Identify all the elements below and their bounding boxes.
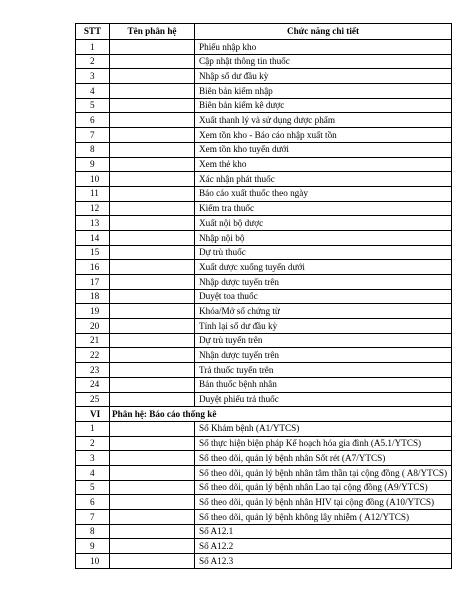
row-module [110,260,195,275]
row-stt: 4 [76,84,110,99]
header-stt: STT [76,24,110,40]
table-row [76,333,452,348]
section-title: Phân hệ: Báo cáo thống kê [110,407,452,422]
row-stt: 6 [76,495,110,510]
row-stt: 16 [76,260,110,275]
row-module [110,186,195,201]
row-module [110,216,195,231]
row-module [110,436,195,451]
row-module [110,333,195,348]
row-module [110,157,195,172]
row-detail: Sổ theo dõi, quản lý bệnh nhân HIV tại cộng đồng (A10/YTCS) [195,495,452,510]
section-number: VI [76,407,110,422]
table-row [76,480,452,495]
table-row [76,451,452,466]
table-row [76,54,452,69]
row-module [110,524,195,539]
row-detail: Trả thuốc tuyến trên [195,363,452,378]
row-detail: Xác nhận phát thuốc [195,172,452,187]
table-row [76,69,452,84]
row-detail: Xem thẻ kho [195,157,452,172]
row-stt: 19 [76,304,110,319]
row-detail: Cập nhật thông tin thuốc [195,54,452,69]
row-detail: Biên bản kiểm kê dược [195,98,452,113]
row-module [110,348,195,363]
table-row [76,172,452,187]
row-detail: Nhập nội bộ [195,230,452,245]
row-stt: 7 [76,128,110,143]
row-stt: 11 [76,186,110,201]
row-stt: 10 [76,554,110,569]
row-module [110,495,195,510]
row-detail: Sổ A12.1 [195,524,452,539]
row-module [110,54,195,69]
table-row [76,113,452,128]
row-stt: 1 [76,421,110,436]
row-detail: Xuất nội bộ dược [195,216,452,231]
row-module [110,304,195,319]
row-detail: Sổ A12.2 [195,539,452,554]
table-row [76,230,452,245]
row-module [110,319,195,334]
row-stt: 7 [76,510,110,525]
row-module [110,451,195,466]
table-row [76,377,452,392]
table-row [76,363,452,378]
row-detail: Sổ theo dõi, quản lý bệnh không lây nhiễm ( A12/YTCS) [195,510,452,525]
table-row [76,436,452,451]
row-module [110,142,195,157]
row-stt: 23 [76,363,110,378]
row-stt: 9 [76,157,110,172]
row-module [110,245,195,260]
row-detail: Xem tồn kho - Báo cáo nhập xuất tồn [195,128,452,143]
table-row [76,245,452,260]
row-module [110,554,195,569]
row-stt: 13 [76,216,110,231]
table-row [76,524,452,539]
row-module [110,480,195,495]
row-detail: Duyệt toa thuốc [195,289,452,304]
row-stt: 5 [76,98,110,113]
table-row [76,392,452,407]
row-stt: 6 [76,113,110,128]
row-detail: Sổ theo dõi, quản lý bệnh nhân tâm thần tại cộng đồng ( A8/YTCS) [195,465,452,480]
table-row [76,157,452,172]
header-module: Tên phân hệ [110,24,195,40]
row-stt: 15 [76,245,110,260]
row-module [110,84,195,99]
table-row [76,40,452,55]
section-row [76,407,452,422]
row-detail: Nhập dược tuyến trên [195,275,452,290]
row-detail: Sổ theo dõi, quản lý bệnh nhân Lao tại cộng đồng (A9/YTCS) [195,480,452,495]
table-row [76,260,452,275]
row-module [110,40,195,55]
row-stt: 8 [76,524,110,539]
row-detail: Bán thuốc bệnh nhân [195,377,452,392]
table-row [76,495,452,510]
header-detail: Chức năng chi tiết [195,24,452,40]
table-row [76,186,452,201]
row-stt: 10 [76,172,110,187]
row-detail: Phiếu nhập kho [195,40,452,55]
row-module [110,539,195,554]
table-row [76,142,452,157]
row-detail: Sổ A12.3 [195,554,452,569]
row-detail: Xuất dược xuống tuyến dưới [195,260,452,275]
row-module [110,465,195,480]
row-module [110,377,195,392]
table-row [76,348,452,363]
row-module [110,230,195,245]
row-module [110,275,195,290]
row-module [110,392,195,407]
row-module [110,113,195,128]
row-detail: Tính lại số dư đầu kỳ [195,319,452,334]
row-detail: Báo cáo xuất thuốc theo ngày [195,186,452,201]
row-module [110,363,195,378]
header-row [76,24,452,40]
table-row [76,128,452,143]
row-stt: 22 [76,348,110,363]
row-stt: 21 [76,333,110,348]
row-detail: Nhập số dư đầu kỳ [195,69,452,84]
table-row [76,84,452,99]
row-stt: 18 [76,289,110,304]
table-row [76,201,452,216]
table-row [76,275,452,290]
row-module [110,510,195,525]
row-module [110,421,195,436]
row-stt: 3 [76,69,110,84]
table-row [76,319,452,334]
row-stt: 3 [76,451,110,466]
row-module [110,98,195,113]
row-detail: Nhận dược tuyến trên [195,348,452,363]
row-module [110,128,195,143]
row-module [110,289,195,304]
row-detail: Duyệt phiếu trả thuốc [195,392,452,407]
table-row [76,304,452,319]
row-detail: Kiểm tra thuốc [195,201,452,216]
table-row [76,289,452,304]
row-stt: 14 [76,230,110,245]
row-detail: Biên bản kiểm nhập [195,84,452,99]
row-stt: 2 [76,54,110,69]
row-stt: 1 [76,40,110,55]
row-stt: 20 [76,319,110,334]
row-detail: Xem tồn kho tuyến dưới [195,142,452,157]
row-stt: 12 [76,201,110,216]
row-stt: 5 [76,480,110,495]
row-module [110,69,195,84]
row-detail: Sổ thực hiện biện pháp Kế hoạch hóa gia đình (A5.1/YTCS) [195,436,452,451]
table-row [76,421,452,436]
table-row [76,98,452,113]
table-row [76,510,452,525]
row-stt: 17 [76,275,110,290]
row-detail: Sổ Khám bệnh (A1/YTCS) [195,421,452,436]
row-stt: 24 [76,377,110,392]
table-row [76,216,452,231]
row-detail: Dự trù tuyến trên [195,333,452,348]
row-module [110,172,195,187]
row-stt: 25 [76,392,110,407]
row-stt: 8 [76,142,110,157]
row-module [110,201,195,216]
row-stt: 4 [76,465,110,480]
table-row [76,465,452,480]
function-table [75,23,452,569]
row-detail: Dự trù thuốc [195,245,452,260]
row-stt: 9 [76,539,110,554]
table-row [76,554,452,569]
table-row [76,539,452,554]
row-detail: Xuất thanh lý và sử dụng dược phẩm [195,113,452,128]
row-detail: Khóa/Mở sổ chứng từ [195,304,452,319]
row-stt: 2 [76,436,110,451]
row-detail: Sổ theo dõi, quản lý bệnh nhân Sốt rét (A7/YTCS) [195,451,452,466]
